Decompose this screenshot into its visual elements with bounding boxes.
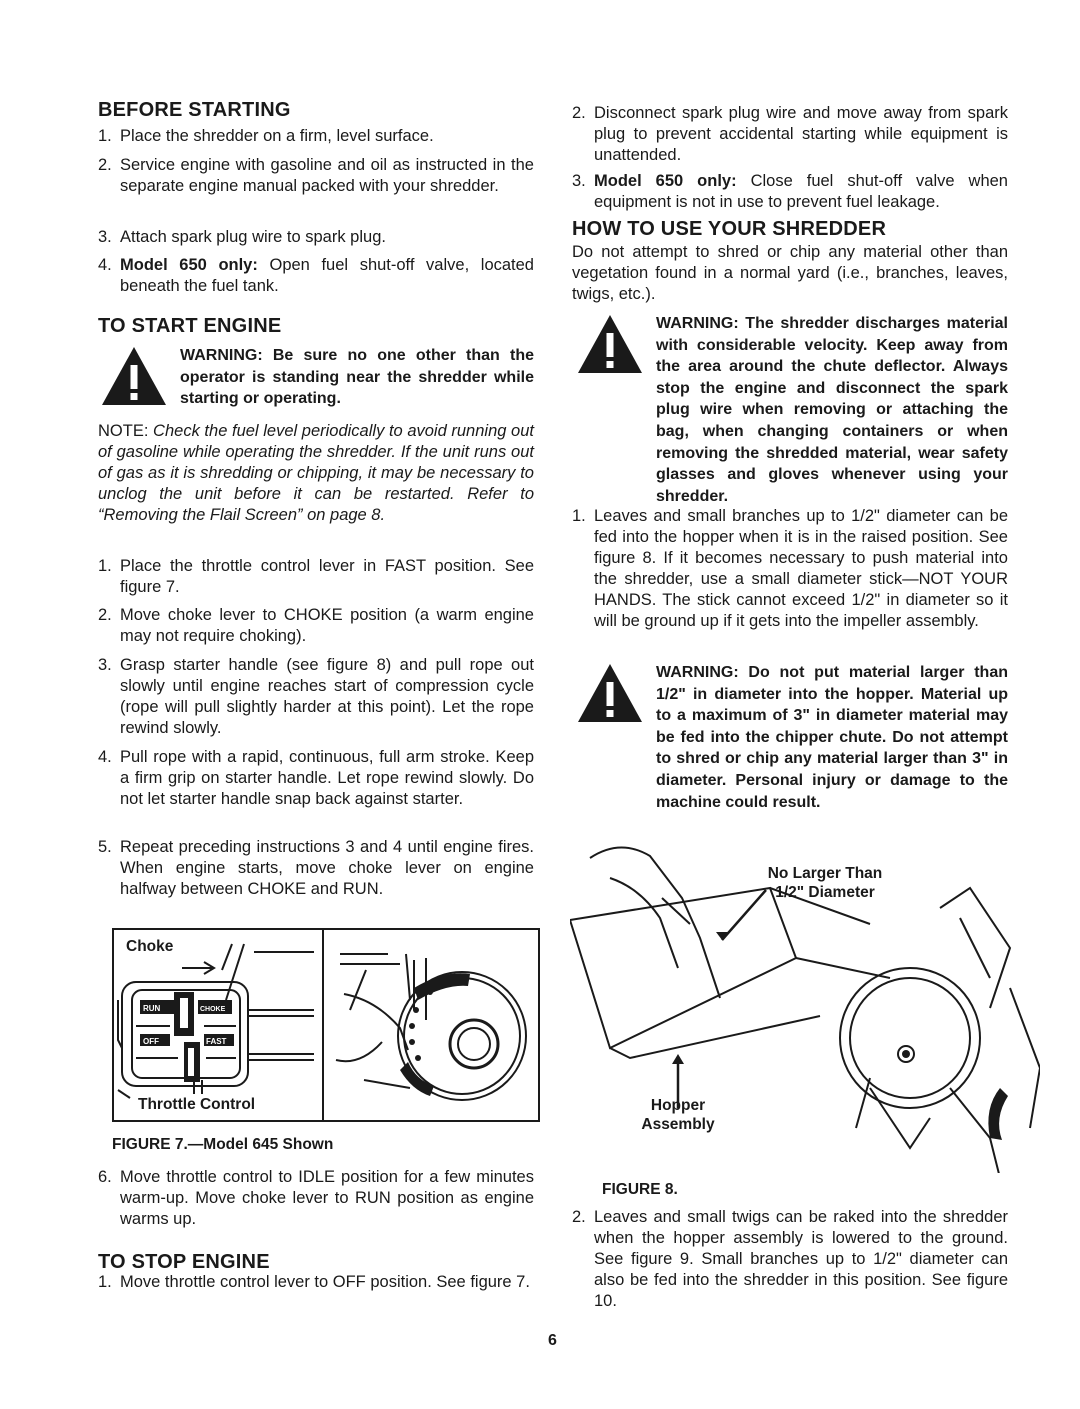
list-item: 6. Move throttle control to IDLE position for a few minutes warm-up. Move choke lever to RUN position as engine warms up. [98,1168,534,1228]
intro-paragraph: Do not attempt to shred or chip any material other than vegetation found in a normal yard (i.e., branches, leaves, twigs, etc.). [572,243,1008,303]
panel-choke-label: CHOKE [200,1006,226,1013]
warning-block [576,662,1008,832]
list-item: 2. Move choke lever to CHOKE position (a warm engine may not require choking). [98,606,534,645]
list-item: 3. Model 650 only: Close fuel shut-off valve when equipment is not in use to prevent fuel leakage. [572,172,1008,211]
figure-8 [570,828,1040,1173]
engine-controls-illustration [114,930,538,1120]
panel-fast-label: FAST [206,1037,227,1046]
hopper-assembly-label: Hopper Assembly [641,1097,715,1133]
list-item: 4. Pull rope with a rapid, continuous, full arm stroke. Keep a firm grip on starter handle. Let rope rewind slowly. Do not let starter handle snap back against starter. [98,748,534,808]
list-item: 5. Repeat preceding instructions 3 and 4 until engine fires. When engine starts, move choke lever on engine halfway between CHOKE and RUN. [98,838,534,898]
list-item: 4. Model 650 only: Open fuel shut-off valve, located beneath the fuel tank. [98,256,534,295]
warning-block [100,345,534,411]
before-starting-heading: BEFORE STARTING [98,99,291,121]
list-item: 1. Move throttle control lever to OFF position. See figure 7. [98,1273,530,1291]
warning-text: WARNING: Do not put material larger than 1/2" in diameter into the hopper. Material up to a maximum of 3" in diameter material may be fed into the chipper chute. Do not attempt to shred or chip any material larger than 3" in diameter. Personal injury or damage to the machine could result. [656,664,1008,811]
list-item: 1. Leaves and small branches up to 1/2" diameter can be fed into the hopper when it is in the raised position. See figure 8. If it becomes necessary to push material into the shredder, use a small diameter stick—NOT YOUR HANDS. The stick cannot exceed 1/2" in diameter so it will be ground up if it gets into the impeller assembly. [572,507,1008,630]
choke-label: Choke [126,938,174,955]
warning-triangle-icon [100,345,168,407]
figure-8-caption: FIGURE 8. [602,1181,678,1198]
list-item: 1. Place the shredder on a firm, level surface. [98,127,434,145]
to-stop-engine-heading: TO STOP ENGINE [98,1251,270,1273]
warning-triangle-icon [576,662,644,724]
throttle-control-label: Throttle Control [138,1096,256,1113]
figure-7 [112,928,540,1122]
list-item: 1. Place the throttle control lever in FAST position. See figure 7. [98,557,534,596]
how-to-use-heading: HOW TO USE YOUR SHREDDER [572,218,887,240]
page-number: 6 [548,1332,557,1349]
warning-text: WARNING: The shredder discharges material with considerable velocity. Keep away from the area around the chute deflector. Always stop the engine and disconnect the spark plug wire when removing or attaching the bag, when changing containers or when removing the shredded material, wear safety glasses and gloves whenever using your shredder. [656,315,1008,505]
panel-off-label: OFF [143,1037,159,1046]
warning-text: WARNING: Be sure no one other than the operator is standing near the shredder while starting or operating. [180,347,534,408]
to-start-engine-heading: TO START ENGINE [98,315,282,337]
no-larger-label: No Larger Than 1/2" Diameter [767,865,883,901]
figure-7-caption: FIGURE 7.—Model 645 Shown [112,1136,334,1153]
warning-block [576,313,1008,505]
panel-run-label: RUN [143,1004,161,1013]
note-paragraph: NOTE: Check the fuel level periodically to avoid running out of gasoline while operating the shredder. If the unit runs out of gas as it is shredding or chipping, it may be necessary to unclog the unit before it can be restarted. Refer to “Removing the Flail Screen” on page 8. [98,422,534,524]
list-item: 2. Disconnect spark plug wire and move away from spark plug to prevent accidental starting while equipment is unattended. [572,104,1008,164]
list-item: 2. Service engine with gasoline and oil as instructed in the separate engine manual packed with your shredder. [98,156,534,195]
warning-triangle-icon [576,313,644,375]
list-item: 3. Attach spark plug wire to spark plug. [98,228,386,246]
list-item: 2. Leaves and small twigs can be raked into the shredder when the hopper assembly is lowered to the ground. See figure 9. Small branches up to 1/2" diameter can also be fed into the shredder in this position. See figure 10. [572,1208,1008,1310]
list-item: 3. Grasp starter handle (see figure 8) and pull rope out slowly until engine reaches start of compression cycle (rope will pull slightly harder at this point). Let the rope rewind slowly. [98,656,534,737]
